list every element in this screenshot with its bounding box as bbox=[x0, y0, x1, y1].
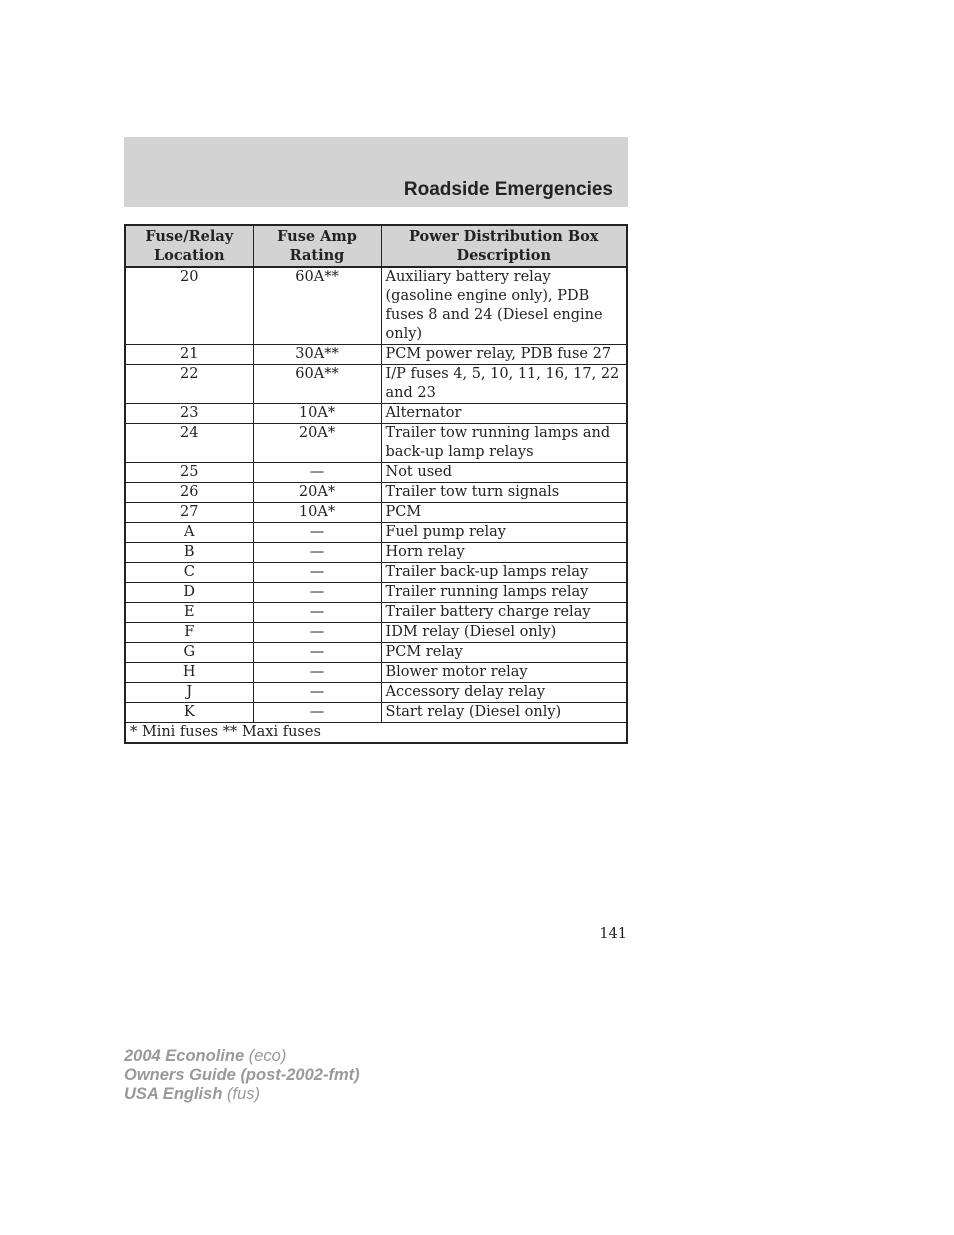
cell-rating: 10A* bbox=[253, 404, 381, 424]
table-row bbox=[125, 345, 627, 365]
cell-location: F bbox=[125, 623, 253, 643]
table-row bbox=[125, 424, 627, 463]
cell-description: PCM power relay, PDB fuse 27 bbox=[381, 345, 627, 365]
column-header-location: Fuse/Relay Location bbox=[125, 225, 253, 267]
cell-rating: — bbox=[253, 463, 381, 483]
page-number: 141 bbox=[599, 926, 627, 942]
cell-description: Blower motor relay bbox=[381, 663, 627, 683]
cell-location: H bbox=[125, 663, 253, 683]
section-title: Roadside Emergencies bbox=[403, 179, 613, 200]
cell-rating: — bbox=[253, 703, 381, 723]
cell-location: A bbox=[125, 523, 253, 543]
cell-rating: — bbox=[253, 663, 381, 683]
table-row bbox=[125, 683, 627, 703]
table-row bbox=[125, 463, 627, 483]
footer-line-guide bbox=[124, 1066, 360, 1085]
cell-rating: — bbox=[253, 623, 381, 643]
cell-rating: 20A* bbox=[253, 424, 381, 463]
cell-rating: 10A* bbox=[253, 503, 381, 523]
cell-rating: — bbox=[253, 683, 381, 703]
footer-model: 2004 Econoline bbox=[124, 1047, 245, 1065]
cell-rating: 60A** bbox=[253, 365, 381, 404]
cell-rating: — bbox=[253, 543, 381, 563]
footer-guide: Owners Guide (post-2002-fmt) bbox=[124, 1066, 360, 1084]
table-row bbox=[125, 543, 627, 563]
cell-description: Alternator bbox=[381, 404, 627, 424]
table-footnote-row bbox=[125, 723, 627, 744]
cell-location: D bbox=[125, 583, 253, 603]
cell-rating: 30A** bbox=[253, 345, 381, 365]
cell-rating: 20A* bbox=[253, 483, 381, 503]
cell-rating: — bbox=[253, 583, 381, 603]
cell-description: PCM relay bbox=[381, 643, 627, 663]
cell-description: IDM relay (Diesel only) bbox=[381, 623, 627, 643]
cell-rating: — bbox=[253, 603, 381, 623]
cell-location: J bbox=[125, 683, 253, 703]
cell-description: Trailer tow turn signals bbox=[381, 483, 627, 503]
table-row bbox=[125, 623, 627, 643]
column-header-rating: Fuse Amp Rating bbox=[253, 225, 381, 267]
footer-language-code: (fus) bbox=[227, 1085, 260, 1103]
footer-line-model bbox=[124, 1047, 360, 1066]
cell-location: E bbox=[125, 603, 253, 623]
footer-line-language bbox=[124, 1085, 360, 1104]
cell-description: Horn relay bbox=[381, 543, 627, 563]
table-row bbox=[125, 483, 627, 503]
cell-rating: 60A** bbox=[253, 267, 381, 345]
table-row bbox=[125, 365, 627, 404]
table-footnote: * Mini fuses ** Maxi fuses bbox=[125, 723, 627, 744]
table-row bbox=[125, 703, 627, 723]
cell-location: K bbox=[125, 703, 253, 723]
table-row bbox=[125, 643, 627, 663]
cell-description: PCM bbox=[381, 503, 627, 523]
cell-description: Fuel pump relay bbox=[381, 523, 627, 543]
column-header-description: Power Distribution Box Description bbox=[381, 225, 627, 267]
table-row bbox=[125, 603, 627, 623]
cell-location: 21 bbox=[125, 345, 253, 365]
cell-description: Accessory delay relay bbox=[381, 683, 627, 703]
cell-description: Trailer back-up lamps relay bbox=[381, 563, 627, 583]
cell-description: Trailer running lamps relay bbox=[381, 583, 627, 603]
table-row bbox=[125, 663, 627, 683]
table-row bbox=[125, 404, 627, 424]
document-footer bbox=[124, 1047, 360, 1104]
table-row bbox=[125, 523, 627, 543]
cell-rating: — bbox=[253, 523, 381, 543]
fuse-relay-table bbox=[124, 224, 628, 744]
table-row bbox=[125, 267, 627, 345]
cell-description: Trailer tow running lamps and back-up lamp relays bbox=[381, 424, 627, 463]
cell-location: 22 bbox=[125, 365, 253, 404]
table-header-row bbox=[125, 225, 627, 267]
footer-model-code: (eco) bbox=[248, 1047, 287, 1065]
cell-description: Trailer battery charge relay bbox=[381, 603, 627, 623]
cell-location: 26 bbox=[125, 483, 253, 503]
cell-description: I/P fuses 4, 5, 10, 11, 16, 17, 22 and 23 bbox=[381, 365, 627, 404]
cell-location: 25 bbox=[125, 463, 253, 483]
cell-location: 23 bbox=[125, 404, 253, 424]
cell-location: 20 bbox=[125, 267, 253, 345]
table-row bbox=[125, 583, 627, 603]
cell-description: Auxiliary battery relay (gasoline engine only), PDB fuses 8 and 24 (Diesel engine only) bbox=[381, 267, 627, 345]
table-row bbox=[125, 563, 627, 583]
section-header-band bbox=[124, 137, 628, 207]
cell-location: B bbox=[125, 543, 253, 563]
cell-location: 24 bbox=[125, 424, 253, 463]
cell-description: Start relay (Diesel only) bbox=[381, 703, 627, 723]
cell-description: Not used bbox=[381, 463, 627, 483]
cell-rating: — bbox=[253, 643, 381, 663]
cell-location: 27 bbox=[125, 503, 253, 523]
cell-rating: — bbox=[253, 563, 381, 583]
cell-location: G bbox=[125, 643, 253, 663]
cell-location: C bbox=[125, 563, 253, 583]
table-row bbox=[125, 503, 627, 523]
footer-language: USA English bbox=[124, 1085, 223, 1103]
